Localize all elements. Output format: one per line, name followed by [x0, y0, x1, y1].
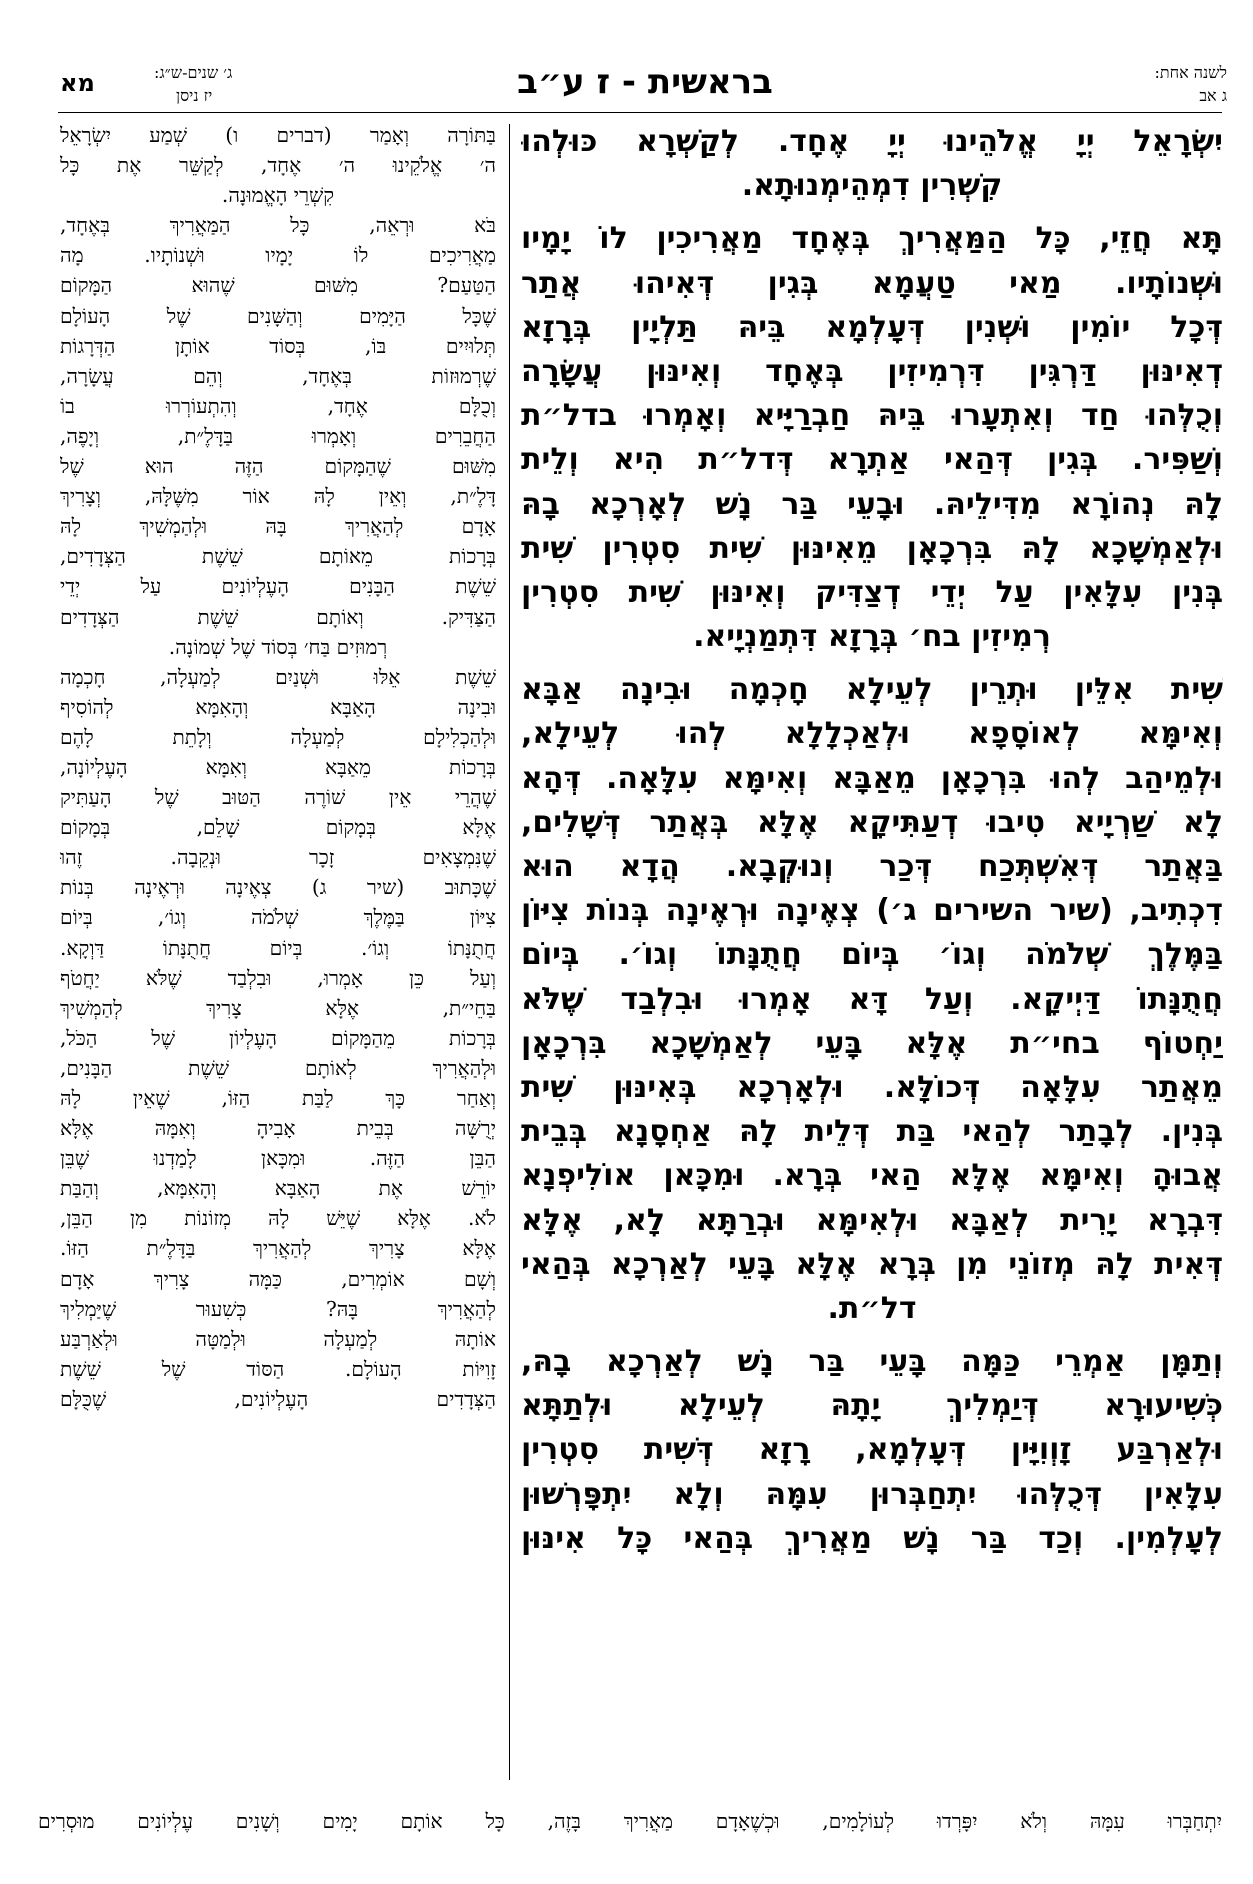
main-text-line: וְשַׁפִּיר. בְּגִין דְּהַאי אַתְרָא דְּדל״ת הִיא וְלֵית — [521, 442, 1223, 478]
commentary-line: הַחֲבֵרִים וְאָמְרוּ בַּדָּלֶ״ת, וְיָפֶה, — [60, 423, 496, 448]
main-text-line: וְכֻלְּהוּ חַד וְאִתְעָרוּ בֵּיהּ חַבְרַיָּיא וְאָמְרוּ בדל״ת — [521, 398, 1223, 434]
main-text-line: לָא שַׁרְיָיא טִיבוּ דְעַתִּיקָא אֶלָּא בְּאֲתַר דְּשָׁלִים, — [521, 804, 1223, 840]
main-text-line: לְעָלְמִין. וְכַד בַּר נָשׁ מַאֲרִיךְ בְּהַאי כָּל אִינּוּן — [521, 1520, 1223, 1556]
commentary-line: קִשְׁרֵי הָאֱמוּנָה. — [221, 183, 335, 208]
main-text-line: עִלָּאִין דְּכֻלְּהוּ יִתְחַבְּרוּן עִמָּהּ וְלָא יִתְפָּרְשׁוּן — [521, 1476, 1223, 1512]
commentary-line: וְכֻלָּם אֶחָד, וְהִתְעוֹרְרוּ בוֹ — [60, 393, 496, 418]
page-title: בראשית - ז ע״ב — [517, 62, 773, 102]
study-schedule-one-year-date: ג אב — [1199, 86, 1227, 105]
main-text-line: לָהּ נְהוֹרָא מִדִּילֵיהּ. וּבָעֵי בַּר נָשׁ לְאָרְכָא בָהּ — [521, 486, 1223, 522]
commentary-line: הַצַּדִּיק. וְאוֹתָם שֵׁשֶׁת הַצְּדָדִים — [60, 604, 496, 629]
study-schedule-three-year-label: ג׳ שנים-ש״ג: — [154, 63, 233, 82]
commentary-continuation-line: יִתְחַבְּרוּ עִמָּהּ וְלֹא יִפָּרְדוּ לְעוֹלָמִים, וּכְשֶׁאָדָם מַאֲרִיךְ בָּזֶה, כָּל אוֹתָם יָמִים וְשָׁנִים עֶלְיוֹנִים מוּסְרִים — [38, 1809, 1222, 1833]
main-text-line: יַחְטוֹף בחי״ת אֶלָּא בָּעֵי לְאַמְשָׁכָא בִּרְכָאָן — [521, 1025, 1223, 1061]
commentary-line: וְעַל כֵּן אָמְרוּ, וּבִלְבַד שֶׁלֹּא יַחֲטֹף — [60, 965, 496, 990]
main-text-line: וּלְאַרְבַּע זָוְוִיָּין דְּעָלְמָא, רָזָא דְּשִׁית סִטְרִין — [521, 1432, 1223, 1468]
main-text-line: בַּאֲתַר דְּאִשְׁתְּכַח דְּכַר וְנוּקְבָא. הֲדָא הוּא — [521, 849, 1223, 884]
commentary-line: מַאֲרִיכִים לוֹ יָמָיו וּשְׁנוֹתָיו. מָה — [60, 243, 496, 268]
paragraph-gap — [521, 208, 1223, 217]
commentary-line: יוֹרֵשׁ אֶת הָאַבָּא וְהָאִמָּא, וְהַבַּת — [60, 1176, 496, 1201]
commentary-line: שֶׁהֲרֵי אֵין שׁוֹרֶה הַטּוּב שֶׁל הָעַתִּיק — [60, 785, 496, 810]
commentary-line: דָּלֶ״ת, וְאֵין לָהּ אוֹר מִשֶּׁלָּהּ, וְצָרִיךְ — [60, 484, 496, 509]
commentary-line: לְהַאֲרִיךְ בָּהּ? כְּשִׁעוּר שֶׁיַּמְלִיךְ — [60, 1296, 496, 1321]
commentary-line: שֶׁכָּל הַיָּמִים וְהַשָּׁנִים שֶׁל הָעוֹלָם — [60, 303, 496, 328]
main-text-column — [521, 120, 1223, 1790]
main-text-line: וּשְׁנוֹתָיו. מַאי טַעֲמָא בְּגִין דְּאִיהוּ אֲתַר — [521, 265, 1223, 301]
paragraph-gap — [521, 659, 1223, 668]
commentary-line: זָוִיּוֹת הָעוֹלָם. הַסּוֹד שֶׁל שֵׁשֶׁת — [60, 1356, 496, 1381]
main-text-line: וּלְאַמְשָׁכָא לָהּ בִּרְכָאָן מֵאִינּוּן שִׁית סִטְרִין שִׁית — [521, 530, 1223, 566]
commentary-line: לֹא. אֶלָּא שֶׁיֵּשׁ לָהּ מְזוֹנוֹת מִן הַבֵּן, — [60, 1206, 496, 1231]
main-text-line: שִׁית אִלֵּין וּתְרֵין לְעֵילָא חָכְמָה וּבִינָה אַבָּא — [521, 672, 1223, 708]
commentary-line: אֶלָּא צָרִיךְ לְהַאֲרִיךְ בַּדָּלֶ״ת הַזּוֹ. — [60, 1236, 496, 1261]
commentary-line: וּלְהַאֲרִיךְ לְאוֹתָם שֵׁשֶׁת הַבָּנִים, — [60, 1055, 496, 1080]
main-text-line: דְאִינּוּן דַּרְגִּין דִּרְמִיזִין בְּאֶחָד וְאִינּוּן עֲשָׂרָה — [521, 353, 1223, 389]
commentary-line: שֵׁשֶׁת אֵלּוּ וּשְׁנַיִם לְמַעְלָה, חָכְמָה — [60, 664, 496, 689]
main-text-line: חֲתֻנָּתוֹ דַּיְיקָא. וְעַל דָּא אָמְרוּ וּבִלְבַד שֶׁלֹּא — [521, 981, 1223, 1017]
commentary-line: צִיּוֹן בַּמֶּלֶךְ שְׁלֹמֹה וְגוֹ׳, בְּיוֹם — [60, 905, 496, 930]
paragraph-gap — [521, 1331, 1223, 1340]
commentary-line: הַבֵּן הַזֶּה. וּמִכָּאן לָמַדְנוּ שֶׁבֵּן — [60, 1146, 496, 1171]
commentary-line: אוֹתָהּ לְמַעְלָה וּלְמַטָּה וּלְאַרְבַּע — [60, 1326, 496, 1351]
commentary-line: חֲתֻנָּתוֹ וְגוֹ׳. בְּיוֹם חֲתֻנָּתוֹ דַּוְקָא. — [60, 935, 496, 960]
commentary-line: בְּרָכוֹת מֵאוֹתָם שֵׁשֶׁת הַצְּדָדִים, — [60, 544, 496, 569]
main-text-line: דל״ת. — [827, 1290, 917, 1326]
main-text-line: בְּנִין עִלָּאִין עַל יְדֵי דְצַדִּיק וְאִינּוּן שִׁית סִטְרִין — [521, 574, 1223, 610]
main-text-line: וְתַמָּן אַמְרֵי כַּמָּה בָּעֵי בַּר נָשׁ לְאַרְכָא בָהּ, — [521, 1344, 1223, 1380]
main-text-line: קִשְׁרִין דִמְהֵימְנוּתָא. — [741, 168, 1003, 204]
commentary-line: שֶׁנִּמְצָאִים זָכָר וּנְקֵבָה. זֶהוּ — [60, 845, 496, 870]
main-text-line: דִכְתִיב, (שיר השירים ג׳) צְאֶינָה וּרְאֶינָה בְּנוֹת צִיּוֹן — [521, 893, 1223, 929]
main-text-line: מֵאֲתַר עִלָּאָה דְּכוֹלָּא. וּלְאָרְכָא בְּאִינּוּן שִׁית — [521, 1069, 1223, 1105]
commentary-line: אֶלָּא בְּמָקוֹם שָׁלֵם, בְּמָקוֹם — [60, 815, 496, 840]
commentary-line: בַּחֵי״ת, אֶלָּא צָרִיךְ לְהַמְשִׁיךְ — [60, 995, 496, 1020]
main-text-line: בְּנִין. לְבָתַר לְהַאי בַּת דְּלֵית לָהּ אַחְסָנָא בְּבֵית — [521, 1114, 1223, 1150]
column-divider — [509, 124, 510, 1780]
commentary-line: תְּלוּיִים בּוֹ, בְּסוֹד אוֹתָן הַדְּרָגוֹת — [60, 333, 496, 358]
page-number: מא — [60, 69, 95, 97]
main-text-line: כְּשִׁיעוּרָא דְּיַמְלִיךְ יָתָהּ לְעֵילָא וּלְתַתָּא — [521, 1388, 1223, 1424]
commentary-line: וּבִינָה הָאַבָּא וְהָאִמָּא לְהוֹסִיף — [60, 694, 496, 719]
main-text-line: וְאִימָּא לְאוֹסָפָא וּלְאַכְלָלָא לְהוּ לְעֵילָא, — [521, 716, 1223, 752]
commentary-line: בְּרָכוֹת מֵהַמָּקוֹם הָעֶלְיוֹן שֶׁל הַכֹּל, — [60, 1025, 496, 1050]
main-text-line: דִּבְרָא יָרִית לְאַבָּא וּלְאִימָּא וּבְרַתָּא לָא, אֶלָּא — [521, 1202, 1223, 1238]
commentary-line: אָדָם לְהַאֲרִיךְ בָּהּ וּלְהַמְשִׁיךְ לָהּ — [60, 514, 496, 539]
commentary-line: בְּרָכוֹת מֵאַבָּא וְאִמָּא הָעֶלְיוֹנָה, — [60, 754, 496, 779]
commentary-line: בַּתּוֹרָה וְאָמַר (דברים ו) שְׁמַע יִשְׂרָאֵל — [60, 123, 496, 147]
commentary-line: הַצְּדָדִים הָעֶלְיוֹנִים, שֶׁכֻּלָּם — [60, 1386, 496, 1411]
commentary-line: הַטַּעַם? מִשּׁוּם שֶׁהוּא הַמָּקוֹם — [60, 273, 496, 298]
main-text-line: וּלְמֵיהַב לְהוּ בִּרְכָאָן מֵאַבָּא וְאִימָּא עִלָּאָה. דְּהָא — [521, 760, 1223, 796]
commentary-line: שֶׁרְמוּזוֹת בְּאֶחָד, וְהֵם עֲשָׂרָה, — [60, 363, 496, 388]
commentary-line: יְרֻשָּׁה בְּבֵית אָבִיהָ וְאִמָּהּ אֶלָּא — [60, 1116, 496, 1141]
commentary-column — [60, 120, 496, 1778]
commentary-line: שֵׁשֶׁת הַבָּנִים הָעֶלְיוֹנִים עַל יְדֵי — [60, 574, 496, 599]
main-text-line: בַּמֶּלֶךְ שְׁלֹמֹה וְגוֹ׳ בְּיוֹם חֲתֻנָּתוֹ וְגוֹ׳. בְּיוֹם — [521, 937, 1223, 973]
main-text-line: אֲבוּהָ וְאִימָּא אֶלָּא הַאי בְּרָא. וּמִכָּאן אוֹלִיפְנָא — [521, 1158, 1223, 1194]
main-text-line: דְּאִית לָהּ מְזוֹנֵי מִן בְּרָא אֶלָּא בָּעֵי לְאַרְכָא בְּהַאי — [521, 1246, 1223, 1282]
commentary-line: בֹּא וּרְאֵה, כָּל הַמַּאֲרִיךְ בְּאֶחָד, — [60, 213, 496, 238]
header-divider — [58, 112, 1222, 113]
commentary-line: שֶׁכָּתוּב (שיר ג) צְאֶינָה וּרְאֶינָה בְּנוֹת — [60, 875, 496, 900]
commentary-line: מִשּׁוּם שֶׁהַמָּקוֹם הַזֶּה הוּא שֶׁל — [60, 454, 496, 479]
commentary-line: וּלְהַכְלִילָם לְמַעְלָה וְלָתֵת לָהֶם — [60, 724, 496, 749]
main-text-line: יִשְׂרָאֵל יְיָ אֱלֹהֵינוּ יְיָ אֶחָד. לְקַשְׁרָא כּוּלְהוּ — [521, 124, 1223, 159]
commentary-line: וְשָׁם אוֹמְרִים, כַּמָּה צָרִיךְ אָדָם — [60, 1266, 496, 1291]
main-text-line: רְמִיזִין בח׳ בְּרָזָא דִּתְמַנְיָיא. — [693, 619, 1051, 655]
study-schedule-one-year-label: לשנה אחת: — [1154, 63, 1227, 82]
study-schedule-three-year-date: יז ניסן — [176, 86, 213, 105]
main-text-line: דְּכָל יוֹמִין וּשְׁנִין דְּעָלְמָא בֵּיהּ תַּלְיָין בְּרָזָא — [521, 309, 1223, 345]
commentary-line: וְאַחַר כָּךְ לַבַּת הַזּוֹ, שֶׁאֵין לָהּ — [60, 1086, 496, 1110]
commentary-line: רְמוּזִים בַּח׳ בְּסוֹד שֶׁל שְׁמוֹנָה. — [168, 634, 388, 659]
main-text-line: תָּא חֲזֵי, כָּל הַמַּאֲרִיךְ בְּאֶחָד מַאֲרִיכִין לוֹ יָמָיו — [521, 221, 1223, 257]
commentary-line: ה׳ אֱלֹקֵינוּ ה׳ אֶחָד, לְקַשֵּׁר אֶת כָּל — [60, 153, 496, 178]
